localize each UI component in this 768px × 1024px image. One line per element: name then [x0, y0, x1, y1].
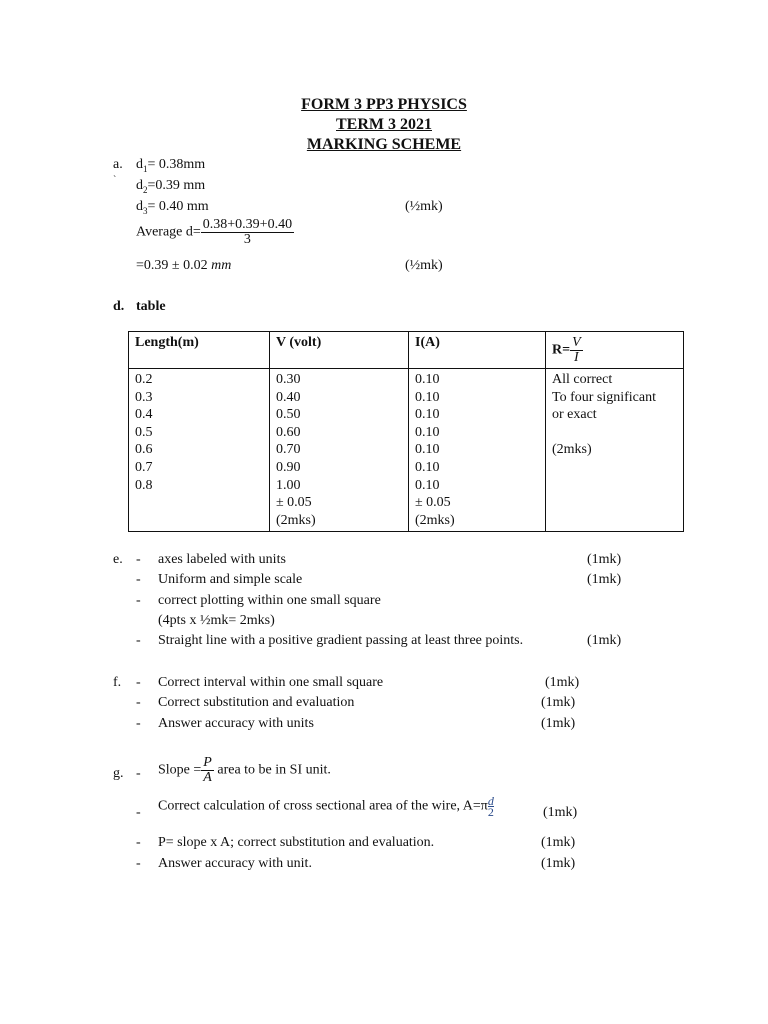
- part-e-mark-2: (1mk): [587, 572, 622, 587]
- area-line: [158, 796, 494, 817]
- voltage-cell: 0.30: [276, 372, 301, 387]
- d3-value: = 0.40 mm: [147, 199, 209, 214]
- length-cell: 0.5: [135, 424, 153, 440]
- part-e-item-3: correct plotting within one small square: [158, 593, 381, 608]
- part-a-label: a.: [113, 157, 123, 172]
- result-mark: (½mk): [405, 258, 443, 273]
- d1-sub: 1: [143, 163, 148, 174]
- d2-sub: 2: [143, 184, 148, 195]
- part-e-item-2: Uniform and simple scale: [158, 572, 303, 587]
- part-g-mark-1: (1mk): [541, 835, 576, 850]
- part-d-label: d.: [113, 299, 125, 314]
- average-line: [136, 218, 294, 247]
- length-cell: 0.6: [135, 442, 153, 458]
- part-a-tick: `: [113, 175, 117, 186]
- slope-denominator: A: [203, 770, 212, 785]
- header-length: Length(m): [129, 332, 270, 369]
- current-cell: 0.10: [415, 389, 440, 405]
- result-plusminus: ± 0.02: [171, 258, 208, 273]
- header-resistance-num: V: [572, 334, 581, 350]
- header-voltage: V (volt): [270, 332, 409, 369]
- bullet-dash: -: [136, 633, 141, 648]
- bullet-dash: -: [136, 572, 141, 587]
- d3-sub: 3: [143, 205, 148, 216]
- slope-line: [158, 756, 331, 785]
- bullet-dash: -: [136, 552, 141, 567]
- resistance-note: All correct: [552, 372, 613, 387]
- current-column: [409, 369, 546, 532]
- part-e-mark-1: (1mk): [587, 552, 622, 567]
- slope-numerator: P: [203, 755, 212, 770]
- part-e-subnote: (4pts x ½mk= 2mks): [158, 613, 275, 628]
- part-g-label: g.: [113, 766, 124, 781]
- bullet-dash: -: [136, 856, 141, 871]
- header-resistance-fraction: [570, 336, 583, 365]
- current-cell: 0.10: [415, 459, 440, 475]
- result-unit: mm: [211, 258, 232, 273]
- voltage-cell: 1.00: [276, 477, 301, 493]
- current-cell: 0.10: [415, 407, 440, 423]
- resistance-note: or exact: [552, 407, 597, 423]
- voltage-cell: 0.50: [276, 407, 301, 423]
- d3-mark: (½mk): [405, 199, 443, 214]
- table-row: [129, 369, 684, 532]
- bullet-dash: -: [136, 835, 141, 850]
- average-denominator: 3: [243, 232, 251, 247]
- average-fraction: [201, 218, 294, 247]
- part-f-mark-1: (1mk): [545, 675, 580, 690]
- length-cell: 0.7: [135, 459, 153, 475]
- resistance-note: To four significant: [552, 389, 656, 405]
- current-cell: 0.10: [415, 477, 440, 493]
- doc-title-line2: TERM 3 2021: [336, 116, 432, 133]
- result-prefix: =0.39: [136, 258, 172, 273]
- d2-value: =0.39 mm: [147, 178, 206, 193]
- d1-line: [136, 156, 205, 174]
- header-resistance-den: I: [574, 349, 579, 365]
- average-numerator: 0.38+0.39+0.40: [202, 217, 293, 232]
- resistance-mark: (2mks): [552, 442, 592, 458]
- header-current: I(A): [409, 332, 546, 369]
- part-e-mark-4: (1mk): [587, 633, 622, 648]
- current-tolerance: ± 0.05: [415, 495, 451, 511]
- part-f-item-2: Correct substitution and evaluation: [158, 695, 355, 710]
- length-cell: 0.4: [135, 407, 153, 423]
- bullet-dash: -: [136, 716, 141, 731]
- area-mark: (1mk): [543, 805, 578, 820]
- part-g-mark-2: (1mk): [541, 856, 576, 871]
- current-mark: (2mks): [415, 512, 455, 528]
- part-g-item-2: Answer accuracy with unit.: [158, 856, 312, 871]
- results-table: [128, 331, 684, 532]
- area-fraction: [488, 796, 494, 817]
- part-f-mark-2: (1mk): [541, 695, 576, 710]
- current-cell: 0.10: [415, 372, 440, 387]
- resistance-column: [546, 369, 684, 532]
- result-line: [136, 257, 231, 275]
- part-f-item-1: Correct interval within one small square: [158, 675, 384, 690]
- part-f-label: f.: [113, 675, 122, 690]
- header-resistance-prefix: R=: [552, 342, 571, 358]
- voltage-cell: 0.70: [276, 442, 301, 458]
- length-cell: 0.3: [135, 389, 153, 405]
- voltage-tolerance: ± 0.05: [276, 495, 312, 511]
- resistance-spacer: [552, 424, 677, 442]
- table-header-row: [129, 332, 684, 369]
- part-e-item-1: axes labeled with units: [158, 552, 286, 567]
- part-d-title: table: [136, 299, 166, 314]
- d3-line: [136, 198, 209, 216]
- bullet-dash: -: [136, 805, 141, 820]
- part-e-item-4: Straight line with a positive gradient passing at least three points.: [158, 633, 524, 648]
- voltage-column: [270, 369, 409, 532]
- bullet-dash: -: [136, 695, 141, 710]
- area-denominator: 2: [487, 805, 494, 819]
- area-text: Correct calculation of cross sectional area of the wire, A=π: [158, 798, 488, 814]
- bullet-dash: -: [136, 766, 141, 781]
- d1-var: d: [136, 157, 143, 172]
- length-cell: 0.2: [135, 372, 153, 387]
- voltage-cell: 0.60: [276, 424, 301, 440]
- d2-var: d: [136, 178, 143, 193]
- slope-suffix: area to be in SI unit.: [213, 762, 331, 778]
- part-f-item-3: Answer accuracy with units: [158, 716, 314, 731]
- voltage-mark: (2mks): [276, 512, 316, 528]
- voltage-cell: 0.90: [276, 459, 301, 475]
- slope-fraction: [201, 756, 214, 785]
- bullet-dash: -: [136, 675, 141, 690]
- d1-value: = 0.38mm: [147, 157, 206, 172]
- part-g-item-1: P= slope x A; correct substitution and evaluation.: [158, 835, 435, 850]
- bullet-dash: -: [136, 593, 141, 608]
- average-label: Average d=: [136, 224, 201, 240]
- slope-prefix: Slope =: [158, 762, 202, 778]
- doc-title-line3: MARKING SCHEME: [306, 136, 462, 153]
- length-column: [129, 369, 270, 532]
- header-resistance: [546, 332, 684, 369]
- length-cell: 0.8: [135, 477, 153, 493]
- part-e-label: e.: [113, 552, 123, 567]
- area-numerator: d: [487, 794, 494, 808]
- voltage-cell: 0.40: [276, 389, 301, 405]
- d3-var: d: [136, 199, 143, 214]
- current-cell: 0.10: [415, 424, 440, 440]
- current-cell: 0.10: [415, 442, 440, 458]
- part-f-mark-3: (1mk): [541, 716, 576, 731]
- d2-line: [136, 177, 205, 195]
- doc-title-line1: FORM 3 PP3 PHYSICS: [301, 96, 467, 113]
